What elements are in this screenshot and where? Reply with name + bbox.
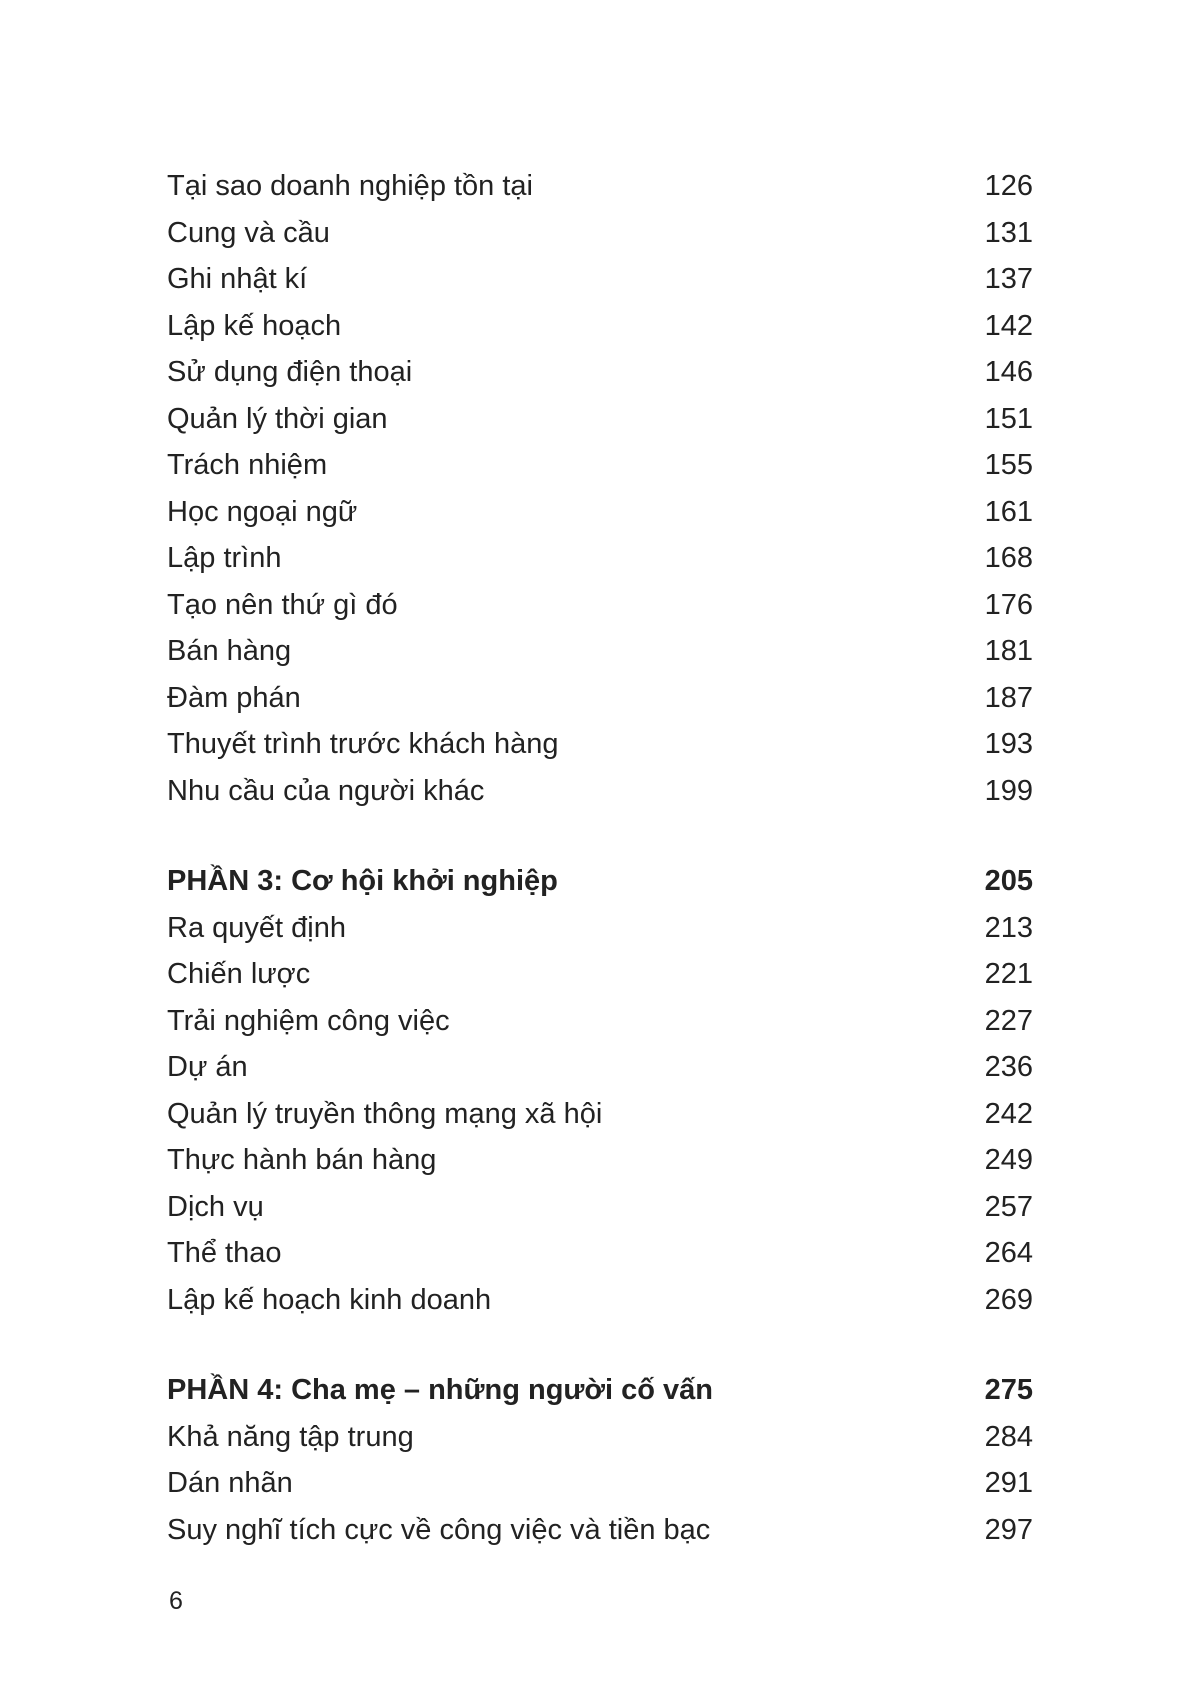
toc-entry-page-number: 297 <box>984 1513 1033 1546</box>
toc-section-heading <box>167 1367 1033 1414</box>
toc-entry-page-number: 236 <box>984 1051 1033 1083</box>
toc-entry-page-number: 264 <box>984 1237 1033 1269</box>
toc-entry <box>167 1044 1033 1091</box>
toc-list <box>167 163 1033 1553</box>
toc-entry-page-number: 193 <box>984 728 1033 760</box>
toc-entry <box>167 1230 1033 1277</box>
toc-entry-title: Tạo nên thứ gì đó <box>167 588 398 621</box>
toc-entry-page-number: 155 <box>984 449 1033 481</box>
toc-entry-page-number: 199 <box>984 774 1033 807</box>
toc-section <box>167 1367 1033 1553</box>
toc-entry-title: Ra quyết định <box>167 911 346 944</box>
toc-entry-title: Thể thao <box>167 1237 282 1269</box>
toc-entry-title: Quản lý thời gian <box>167 402 388 435</box>
toc-entry <box>167 489 1033 536</box>
toc-entry-title: Học ngoại ngữ <box>167 495 358 528</box>
toc-entry <box>167 1507 1033 1554</box>
toc-entry <box>167 998 1033 1045</box>
toc-section-heading-title: PHẦN 4: Cha mẹ – những người cố vấn <box>167 1374 714 1406</box>
toc-section <box>167 163 1033 814</box>
toc-section-heading <box>167 858 1033 905</box>
toc-entry <box>167 768 1033 815</box>
toc-entry <box>167 628 1033 675</box>
toc-section-heading-page-number: 275 <box>984 1374 1033 1406</box>
toc-entry <box>167 905 1033 952</box>
toc-entry-title: Sử dụng điện thoại <box>167 356 413 388</box>
toc-entry-page-number: 176 <box>984 588 1033 621</box>
toc-entry-title: Lập kế hoạch <box>167 309 342 342</box>
toc-entry-title: Dự án <box>167 1051 248 1083</box>
toc-entry-title: Suy nghĩ tích cực về công việc và tiền bạc <box>167 1513 711 1546</box>
toc-entry <box>167 256 1033 303</box>
toc-entry-page-number: 213 <box>984 911 1033 944</box>
toc-entry <box>167 535 1033 582</box>
toc-entry-title: Dịch vụ <box>167 1190 264 1223</box>
toc-entry <box>167 349 1033 396</box>
toc-entry-page-number: 221 <box>984 958 1033 990</box>
toc-entry-title: Chiến lược <box>167 958 311 990</box>
toc-entry-page-number: 142 <box>984 309 1033 342</box>
toc-entry-title: Trách nhiệm <box>167 449 328 481</box>
toc-entry-title: Đàm phán <box>167 681 301 714</box>
toc-entry-title: Nhu cầu của người khác <box>167 774 485 807</box>
toc-entry <box>167 1460 1033 1507</box>
toc-entry-page-number: 137 <box>984 263 1033 295</box>
toc-entry-page-number: 151 <box>984 402 1033 435</box>
toc-entry-title: Dán nhãn <box>167 1467 293 1499</box>
toc-entry-page-number: 168 <box>984 542 1033 574</box>
toc-entry-title: Lập kế hoạch kinh doanh <box>167 1283 492 1316</box>
toc-entry-title: Bán hàng <box>167 635 292 667</box>
toc-entry-page-number: 227 <box>984 1004 1033 1037</box>
toc-entry-title: Quản lý truyền thông mạng xã hội <box>167 1097 603 1130</box>
toc-entry <box>167 396 1033 443</box>
toc-entry <box>167 442 1033 489</box>
toc-entry-title: Tại sao doanh nghiệp tồn tại <box>167 170 533 202</box>
toc-entry-page-number: 249 <box>984 1144 1033 1176</box>
toc-entry-page-number: 269 <box>984 1283 1033 1316</box>
toc-entry-page-number: 257 <box>984 1190 1033 1223</box>
toc-entry <box>167 951 1033 998</box>
toc-entry-page-number: 126 <box>984 170 1033 202</box>
toc-entry <box>167 163 1033 210</box>
toc-entry-page-number: 181 <box>984 635 1033 667</box>
toc-entry <box>167 210 1033 257</box>
toc-entry-title: Cung và cầu <box>167 216 330 249</box>
toc-entry-page-number: 131 <box>984 216 1033 249</box>
toc-entry-page-number: 291 <box>984 1467 1033 1499</box>
toc-entry <box>167 1414 1033 1461</box>
toc-entry-page-number: 146 <box>984 356 1033 388</box>
toc-entry-title: Thực hành bán hàng <box>167 1144 437 1176</box>
toc-section-heading-title: PHẦN 3: Cơ hội khởi nghiệp <box>167 865 558 897</box>
toc-entry <box>167 1184 1033 1231</box>
toc-entry <box>167 721 1033 768</box>
toc-entry <box>167 1277 1033 1324</box>
toc-entry-page-number: 161 <box>984 495 1033 528</box>
toc-entry-title: Trải nghiệm công việc <box>167 1004 450 1037</box>
toc-entry-page-number: 187 <box>984 681 1033 714</box>
toc-entry <box>167 582 1033 629</box>
toc-section <box>167 858 1033 1323</box>
toc-entry <box>167 1137 1033 1184</box>
toc-entry-page-number: 242 <box>984 1097 1033 1130</box>
toc-entry-title: Ghi nhật kí <box>167 263 308 295</box>
toc-entry-title: Thuyết trình trước khách hàng <box>167 728 559 760</box>
toc-entry <box>167 1091 1033 1138</box>
toc-entry-title: Khả năng tập trung <box>167 1420 414 1453</box>
toc-section-heading-page-number: 205 <box>984 865 1033 897</box>
toc-entry <box>167 675 1033 722</box>
toc-entry <box>167 303 1033 350</box>
footer-page-number: 6 <box>169 1587 183 1615</box>
toc-entry-page-number: 284 <box>984 1420 1033 1453</box>
toc-entry-title: Lập trình <box>167 542 282 574</box>
